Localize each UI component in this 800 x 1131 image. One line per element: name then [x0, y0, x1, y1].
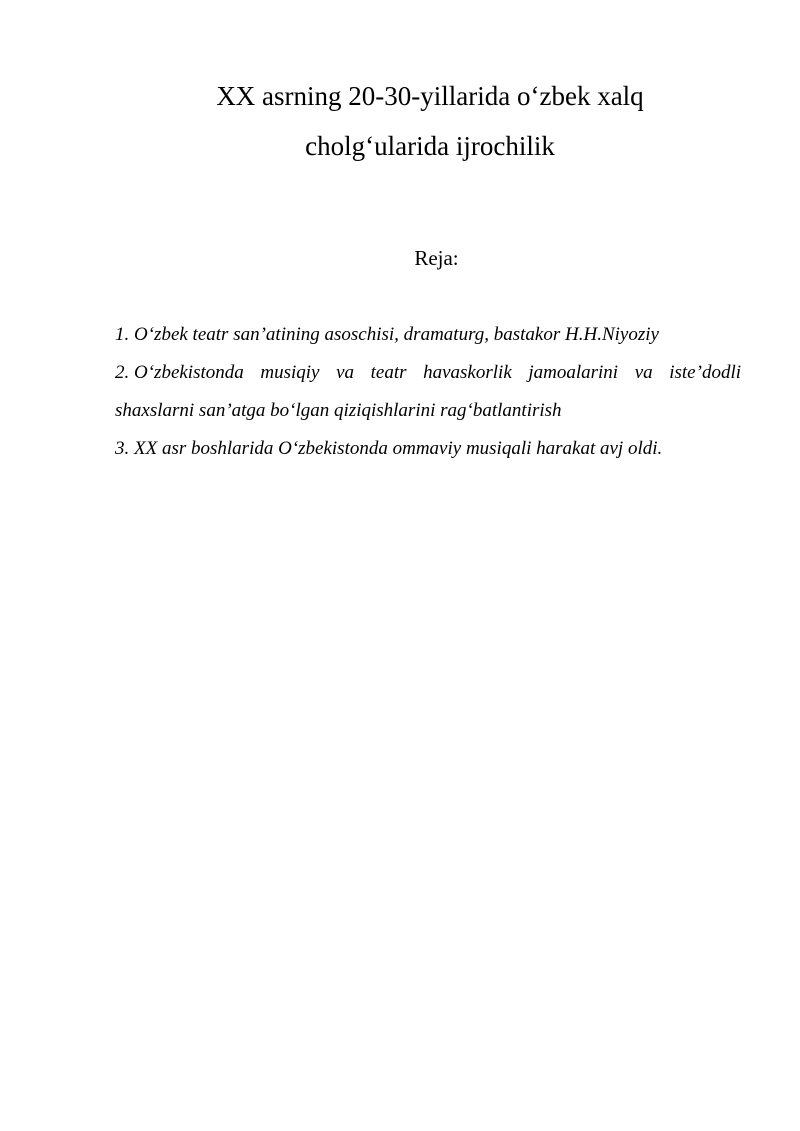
plan-item-number: 2. [115, 362, 130, 383]
plan-item-3 [115, 430, 741, 468]
document-title-line-2: cholg‘ularida ijrochilik [305, 131, 555, 161]
document-title-line-1: XX asrning 20-30-yillarida o‘zbek xalq [216, 81, 644, 111]
plan-item-1 [115, 316, 741, 354]
plan-item-number: 1. [115, 324, 130, 345]
plan-item-text: O‘zbekistonda musiqiy va teatr havaskorlik jamoalarini va iste’dodli shaxslarni san’atga bo‘lgan qiziqishlarini rag‘batlantirish [115, 362, 741, 421]
plan-heading: Reja: [414, 246, 459, 270]
plan-list [115, 316, 741, 468]
plan-item-2 [115, 354, 741, 430]
plan-item-number: 3. [115, 438, 130, 459]
plan-item-text: XX asr boshlarida O‘zbekistonda ommaviy musiqali harakat avj oldi. [134, 438, 663, 459]
plan-item-text: O‘zbek teatr san’atining asoschisi, dramaturg, bastakor H.H.Niyoziy [134, 324, 659, 345]
